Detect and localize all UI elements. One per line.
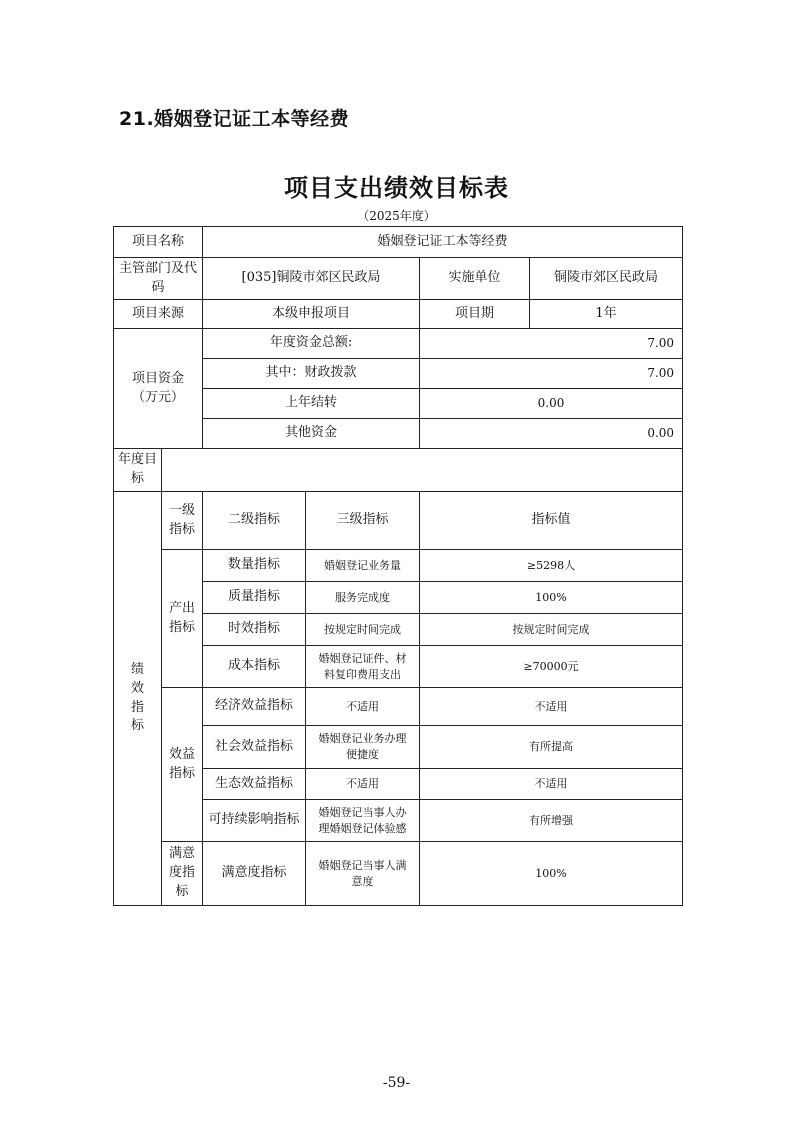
lv3-header: 三级指标 bbox=[306, 492, 420, 550]
page-number: -59- bbox=[382, 1075, 411, 1091]
year-label: （2025年度） bbox=[357, 209, 436, 223]
section-title: 21.婚姻登记证工本等经费 bbox=[119, 108, 350, 130]
source-label: 项目来源 bbox=[114, 300, 203, 329]
table-row bbox=[114, 550, 683, 582]
source-row bbox=[114, 300, 683, 329]
source-value: 本级申报项目 bbox=[203, 300, 420, 329]
lv2-cell: 可持续影响指标 bbox=[203, 800, 306, 842]
annual-total-value: 7.00 bbox=[420, 329, 683, 359]
project-name-row bbox=[114, 227, 683, 258]
value-cell: 不适用 bbox=[420, 769, 683, 800]
value-cell: 按规定时间完成 bbox=[420, 614, 683, 646]
period-value: 1年 bbox=[530, 300, 683, 329]
lv3-cell: 婚姻登记当事人办理婚姻登记体验感 bbox=[306, 800, 420, 842]
perf-label: 绩效指标 bbox=[114, 492, 162, 906]
lv2-cell: 社会效益指标 bbox=[203, 726, 306, 769]
funds-label: 项目资金（万元） bbox=[114, 329, 203, 449]
dept-code-value: [035]铜陵市郊区民政局 bbox=[203, 258, 420, 300]
project-name-label: 项目名称 bbox=[114, 227, 203, 258]
lv3-cell: 服务完成度 bbox=[306, 582, 420, 614]
carryover-value: 0.00 bbox=[420, 389, 683, 419]
annual-goal-label: 年度目标 bbox=[114, 449, 162, 492]
indicator-header-row bbox=[114, 492, 683, 550]
fiscal-value: 7.00 bbox=[420, 359, 683, 389]
lv3-cell: 婚姻登记业务量 bbox=[306, 550, 420, 582]
lv3-cell: 不适用 bbox=[306, 769, 420, 800]
lv2-cell: 满意度指标 bbox=[203, 842, 306, 906]
lv3-cell: 婚姻登记当事人满意度 bbox=[306, 842, 420, 906]
impl-unit-label: 实施单位 bbox=[420, 258, 530, 300]
dept-code-label: 主管部门及代码 bbox=[114, 258, 203, 300]
lv2-cell: 数量指标 bbox=[203, 550, 306, 582]
value-cell: 不适用 bbox=[420, 688, 683, 726]
lv2-cell: 经济效益指标 bbox=[203, 688, 306, 726]
annual-goal-value bbox=[162, 449, 683, 492]
fiscal-label: 其中：财政拨款 bbox=[203, 359, 420, 389]
annual-goal-row bbox=[114, 449, 683, 492]
value-cell: ≥70000元 bbox=[420, 646, 683, 688]
value-cell: 100% bbox=[420, 582, 683, 614]
lv2-cell: 时效指标 bbox=[203, 614, 306, 646]
project-name-value: 婚姻登记证工本等经费 bbox=[203, 227, 683, 258]
value-cell: 100% bbox=[420, 842, 683, 906]
lv3-cell: 婚姻登记业务办理便捷度 bbox=[306, 726, 420, 769]
lv2-cell: 生态效益指标 bbox=[203, 769, 306, 800]
document-title: 项目支出绩效目标表 bbox=[284, 174, 509, 202]
other-label: 其他资金 bbox=[203, 419, 420, 449]
lv3-cell: 按规定时间完成 bbox=[306, 614, 420, 646]
lv1-header: 一级指标 bbox=[162, 492, 203, 550]
period-label: 项目期 bbox=[420, 300, 530, 329]
annual-total-label: 年度资金总额: bbox=[203, 329, 420, 359]
value-cell: 有所增强 bbox=[420, 800, 683, 842]
dept-row bbox=[114, 258, 683, 300]
lv3-cell: 不适用 bbox=[306, 688, 420, 726]
table-row bbox=[114, 842, 683, 906]
benefit-group-label: 效益指标 bbox=[162, 688, 203, 842]
satisfaction-group-label: 满意度指标 bbox=[162, 842, 203, 906]
lv2-cell: 质量指标 bbox=[203, 582, 306, 614]
value-header: 指标值 bbox=[420, 492, 683, 550]
lv2-header: 二级指标 bbox=[203, 492, 306, 550]
impl-unit-value: 铜陵市郊区民政局 bbox=[530, 258, 683, 300]
lv3-cell: 婚姻登记证件、材料复印费用支出 bbox=[306, 646, 420, 688]
value-cell: 有所提高 bbox=[420, 726, 683, 769]
performance-target-table bbox=[113, 226, 683, 906]
value-cell: ≥5298人 bbox=[420, 550, 683, 582]
table-row bbox=[114, 688, 683, 726]
output-group-label: 产出指标 bbox=[162, 550, 203, 688]
lv2-cell: 成本指标 bbox=[203, 646, 306, 688]
other-value: 0.00 bbox=[420, 419, 683, 449]
annual-total-row bbox=[114, 329, 683, 359]
carryover-label: 上年结转 bbox=[203, 389, 420, 419]
